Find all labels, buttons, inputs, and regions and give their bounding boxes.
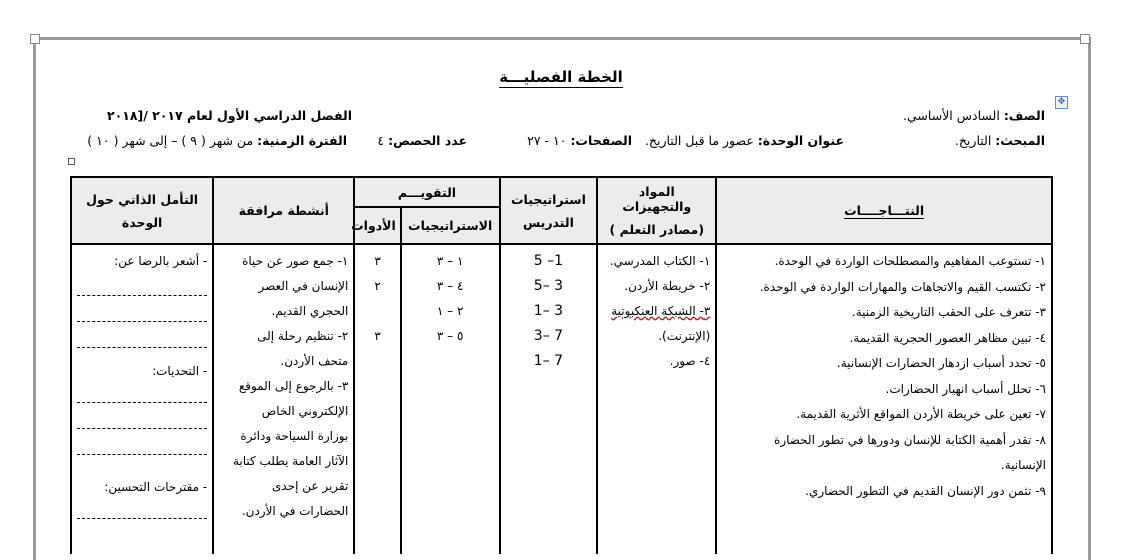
subject-line: المبحث: التاريخ. (954, 133, 1045, 148)
activity-line: بوزارة السياحة ودائرة (240, 429, 349, 443)
activity-line: متحف الأردن. (280, 354, 349, 368)
header-teaching-strategies: استراتيجيات التدريس (500, 177, 598, 244)
activity-line: الحضارات في الأردن. (241, 504, 349, 518)
reflection-line[interactable] (77, 416, 207, 429)
eval-tool-item: ٢ (374, 279, 381, 293)
strategy-item: 1– 7 (533, 353, 564, 369)
outcome-item: ٥- تحدد أسباب ازدهار الحضارات الإنسانية. (836, 356, 1046, 370)
material-item: ٤- صور. (669, 354, 711, 368)
grade-line: الصف: السادس الأساسي. (903, 108, 1045, 123)
header-outcomes: النتـــاجــــات (716, 177, 1052, 244)
outcome-item: ٨- تقدر أهمية الكتابة للإنسان ودورها في تطور الحضارة (774, 432, 1046, 447)
period-line: الفترة الزمنية: من شهر ( ٩ ) – إلى شهر ( ١٠ ) (87, 133, 347, 148)
semester-line: الفصل الدراسي الأول لعام ٢٠١٧ /[٢٠١٨ (107, 108, 352, 123)
reflection-challenges-label: - التحديات: (152, 364, 208, 378)
reflection-line[interactable] (77, 335, 207, 348)
activity-line: الآثار العامة يطلب كتابة (232, 454, 349, 468)
strategy-item: 1– 3 (533, 303, 564, 319)
outcome-item: ٢- تكتسب القيم والاتجاهات والمهارات الواردة في الوحدة. (759, 279, 1046, 294)
eval-tools-cell (354, 244, 400, 554)
outcome-item: ٣- تتعرف على الحقب التاريخية الزمنية. (851, 305, 1046, 319)
material-item: ١- الكتاب المدرسي. (609, 254, 711, 268)
strategy-item: 5– 3 (533, 278, 564, 294)
strategy-item: 5 –1 (533, 253, 564, 269)
lessons-line: عدد الحصص: ٤ (377, 133, 467, 148)
material-item: (الإنترنت). (658, 329, 711, 343)
reflection-line[interactable] (77, 442, 207, 455)
eval-strategies-cell (401, 244, 500, 554)
eval-tool-item (360, 299, 394, 324)
eval-tool-item: ٣ (374, 254, 381, 268)
outcome-item: الإنسانية. (1000, 458, 1046, 472)
outcome-item: ٤- تبين مظاهر العصور الحجرية القديمة. (849, 330, 1046, 345)
eval-strategy-item: ٤ – ٣ (436, 279, 464, 293)
outcome-item: ٦- تحلل أسباب انهيار الحضارات. (885, 381, 1046, 396)
reflection-line[interactable] (77, 309, 207, 322)
header-eval-strategies: الاستراتيجيات (401, 207, 500, 244)
activities-cell (213, 244, 354, 554)
eval-tool-item: ٣ (374, 329, 381, 343)
reflection-line[interactable] (77, 506, 207, 519)
activity-line: تقرير عن إحدى (272, 479, 349, 493)
paragraph-marker (68, 158, 75, 165)
teaching-strategies-cell (500, 244, 598, 554)
header-activities: أنشطة مرافقة (213, 177, 354, 244)
material-item: ٣- الشبكة العنكبوتية (611, 304, 711, 318)
header-eval-tools: الأدوات (354, 207, 400, 244)
unit-line: عنوان الوحدة: عصور ما قبل التاريخ. (644, 133, 844, 148)
materials-cell (597, 244, 716, 554)
outcome-item: ٩- تثمن دور الإنسان القديم في التطور الحضاري. (805, 483, 1046, 498)
eval-strategy-item: ٢ – ١ (436, 304, 464, 318)
page-title: الخطة الفصليـــة (499, 68, 623, 86)
reflection-improvements-label: - مقترحات التحسين: (104, 480, 208, 494)
material-item: ٢- خريطة الأردن. (624, 279, 711, 293)
outcomes-cell (716, 244, 1052, 554)
activity-line: ١- جمع صور عن حياة (242, 254, 349, 268)
reflection-line[interactable] (77, 283, 207, 296)
reflection-line[interactable] (77, 390, 207, 403)
eval-strategy-item: ٥ – ٣ (436, 329, 464, 343)
activity-line: ٣- بالرجوع إلى الموقع (238, 379, 349, 393)
reflection-satisfied-label: - أشعر بالرضا عن: (114, 254, 208, 268)
plan-table (70, 176, 1053, 554)
activity-line: الإنسان في العصر (258, 279, 349, 293)
eval-strategy-item: ١ – ٣ (436, 254, 464, 268)
header-evaluation: التقويـــم (354, 177, 499, 207)
header-materials: المواد والتجهيزات (مصادر التعلم ) (597, 177, 716, 244)
outcome-item: ١- تستوعب المفاهيم والمصطلحات الواردة في الوحدة. (774, 254, 1046, 268)
outcome-item: ٧- تعين على خريطة الأردن المواقع الأثرية القديمة. (796, 407, 1046, 421)
table-move-handle-icon[interactable]: ✥ (1055, 96, 1068, 109)
header-reflection: التأمل الذاتي حول الوحدة (71, 177, 213, 244)
activity-line: الحجري القديم. (271, 304, 349, 318)
activity-line: ٢- تنظيم رحلة إلى (257, 329, 349, 343)
reflection-cell (71, 244, 213, 554)
strategy-item: 3– 7 (533, 328, 564, 344)
activity-line: الإلكتروني الخاص (261, 404, 349, 418)
pages-line: الصفحات: ١٠ - ٢٧ (527, 133, 632, 148)
